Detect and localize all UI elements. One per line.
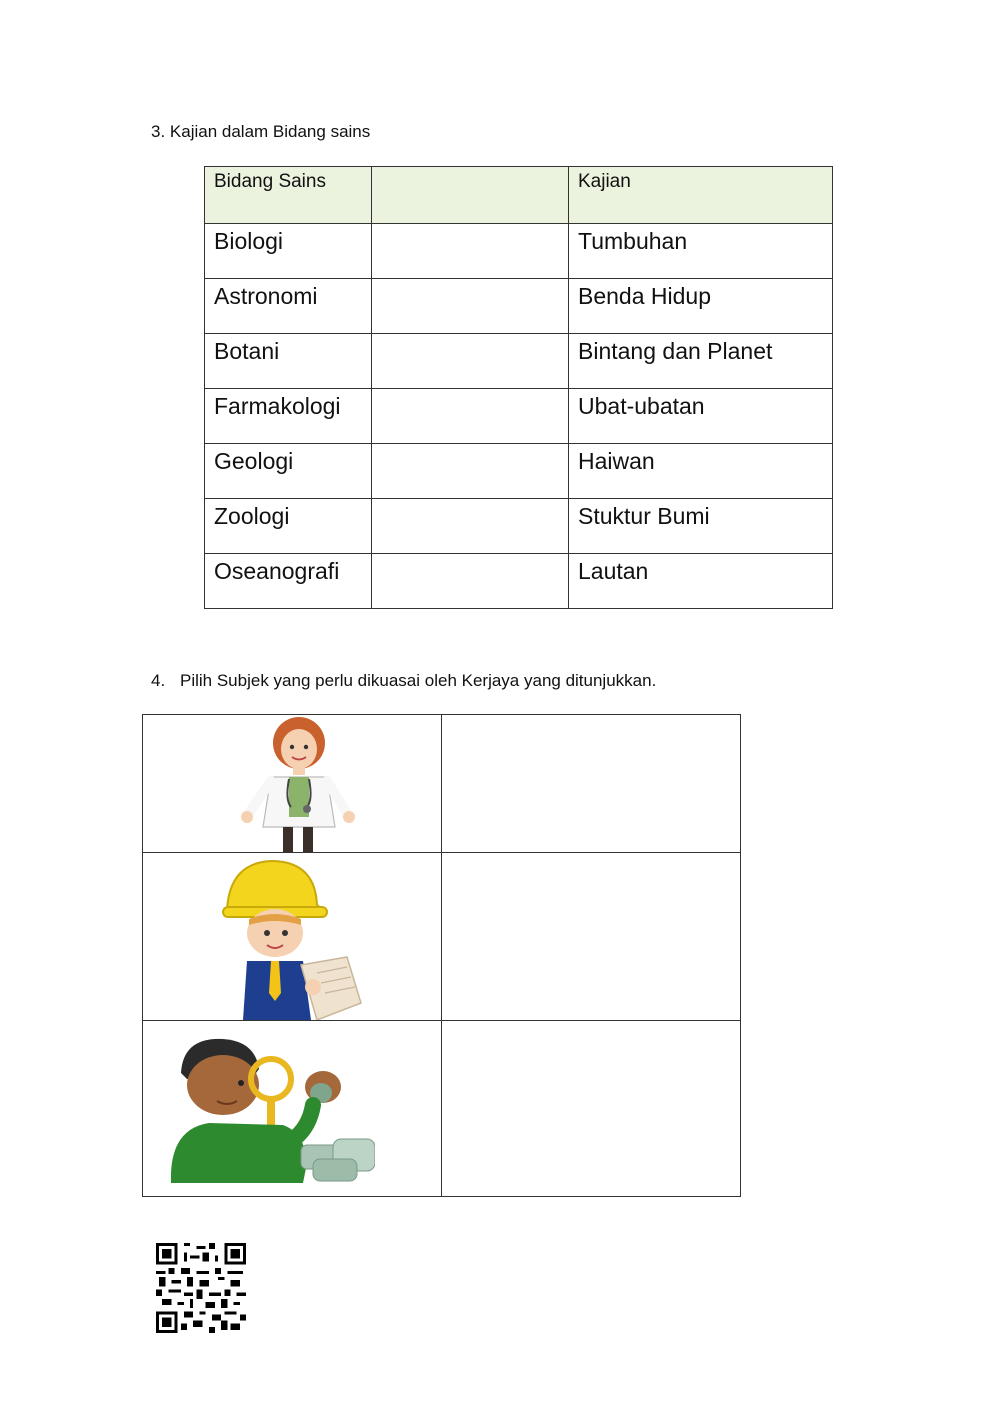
match-slot[interactable] [372,554,569,609]
qr-code-icon [156,1243,246,1333]
table-row [205,224,833,279]
table-row [205,334,833,389]
field-cell: Zoologi [205,499,372,554]
career-subject-table [142,714,741,1197]
career-image-cell [143,1021,442,1197]
geologist-illustration [163,1033,375,1183]
table-row [205,389,833,444]
question-3-title: 3. Kajian dalam Bidang sains [151,122,371,141]
table-header-row [205,167,833,224]
study-cell[interactable]: Ubat-ubatan [569,389,833,444]
field-cell: Geologi [205,444,372,499]
question-4-title [151,671,656,691]
engineer-illustration [221,853,366,1020]
table-row [205,554,833,609]
header-field: Bidang Sains [205,167,372,224]
field-cell: Farmakologi [205,389,372,444]
answer-slot-1[interactable] [442,715,741,853]
career-image-cell [143,715,442,853]
career-image-cell [143,853,442,1021]
match-slot[interactable] [372,444,569,499]
match-slot[interactable] [372,279,569,334]
question-4-text: Pilih Subjek yang perlu dikuasai oleh Kerjaya yang ditunjukkan. [180,671,657,690]
answer-slot-3[interactable] [442,1021,741,1197]
study-cell[interactable]: Tumbuhan [569,224,833,279]
match-slot[interactable] [372,334,569,389]
field-cell: Oseanografi [205,554,372,609]
science-field-table [204,166,833,609]
study-cell[interactable]: Haiwan [569,444,833,499]
match-slot[interactable] [372,389,569,444]
table-row [205,279,833,334]
match-slot[interactable] [372,499,569,554]
field-cell: Botani [205,334,372,389]
header-study: Kajian [569,167,833,224]
answer-slot-2[interactable] [442,853,741,1021]
doctor-illustration [231,715,361,852]
study-cell[interactable]: Benda Hidup [569,279,833,334]
table-row [205,499,833,554]
study-cell[interactable]: Bintang dan Planet [569,334,833,389]
match-slot[interactable] [372,224,569,279]
header-blank [372,167,569,224]
table-row [205,444,833,499]
study-cell[interactable]: Lautan [569,554,833,609]
field-cell: Biologi [205,224,372,279]
study-cell[interactable]: Stuktur Bumi [569,499,833,554]
field-cell: Astronomi [205,279,372,334]
question-4-number: 4. [151,671,166,690]
